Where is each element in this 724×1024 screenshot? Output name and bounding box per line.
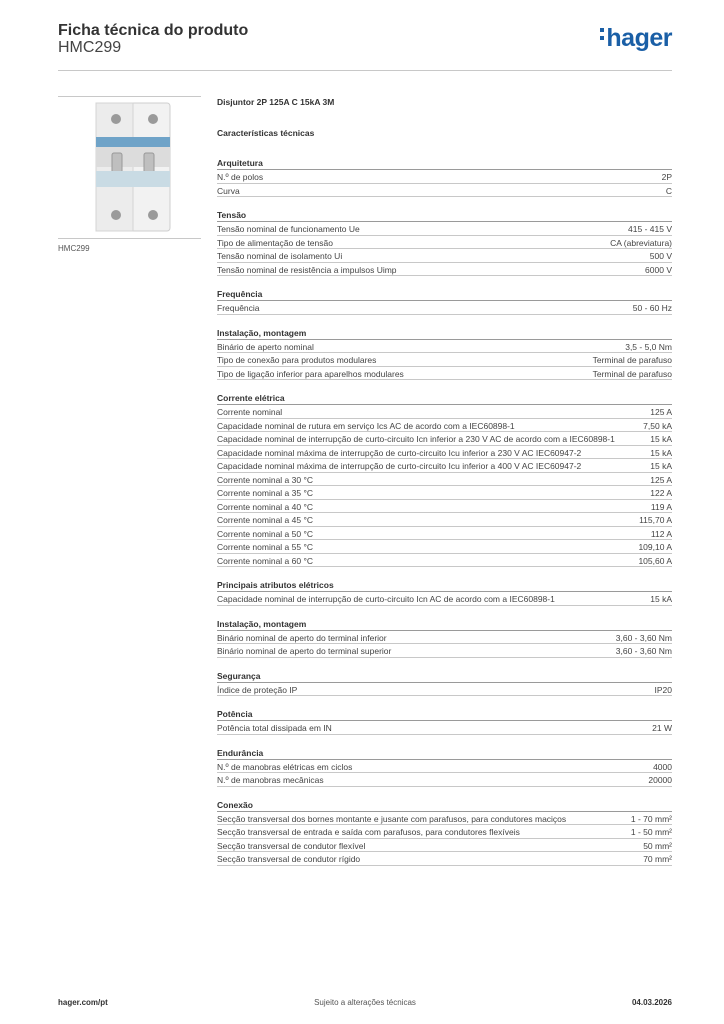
spec-label: Capacidade nominal de interrupção de curto-circuito Icn inferior a 230 V AC de acordo com a IEC60898-1 — [217, 434, 615, 444]
section-spacer — [217, 567, 672, 577]
spec-value: 20000 — [648, 775, 672, 785]
spec-value: 3,5 - 5,0 Nm — [625, 341, 672, 352]
section-title: Segurança — [217, 670, 672, 683]
spec-row — [217, 353, 672, 367]
spec-row — [217, 631, 672, 645]
spec-label: Capacidade nominal de rutura em serviço Ics AC de acordo com a IEC60898-1 — [217, 420, 515, 431]
section-title: Principais atributos elétricos — [217, 579, 672, 592]
spec-row — [217, 554, 672, 568]
spec-value: 70 mm² — [643, 854, 672, 864]
spec-row — [217, 527, 672, 541]
spec-label: Corrente nominal a 60 °C — [217, 555, 314, 566]
spec-row — [217, 236, 672, 250]
spec-row — [217, 301, 672, 315]
spec-value: 7,50 kA — [643, 420, 672, 431]
spec-row — [217, 459, 672, 473]
spec-row — [217, 170, 672, 184]
spec-row — [217, 812, 672, 826]
section-title: Endurância — [217, 747, 672, 760]
spec-value: 125 A — [650, 474, 672, 485]
section-title: Conexão — [217, 799, 672, 812]
spec-label: Secção transversal de condutor flexível — [217, 840, 366, 851]
spec-label: N.º de manobras elétricas em ciclos — [217, 761, 353, 772]
section-spacer — [217, 787, 672, 797]
spec-row — [217, 446, 672, 460]
spec-label: Tensão nominal de funcionamento Ue — [217, 224, 360, 234]
spec-value: 50 mm² — [643, 840, 672, 851]
spec-label: Tipo de conexão para produtos modulares — [217, 355, 377, 365]
spec-label: Secção transversal de condutor rígido — [217, 854, 361, 864]
footer-website[interactable]: hager.com/pt — [58, 998, 108, 1007]
spec-value: C — [665, 185, 672, 196]
spec-row — [217, 184, 672, 198]
spec-row — [217, 222, 672, 236]
image-caption: HMC299 — [58, 244, 90, 253]
spec-row — [217, 852, 672, 866]
spec-label: Potência total dissipada em IN — [217, 723, 332, 733]
section-title: Frequência — [217, 288, 672, 301]
section-spacer — [217, 658, 672, 668]
footer-note: Sujeito a alterações técnicas — [314, 998, 416, 1007]
spec-row — [217, 419, 672, 433]
spec-value: 2P — [661, 172, 672, 182]
spec-value: 125 A — [650, 407, 672, 417]
spec-value: 415 - 415 V — [628, 224, 672, 234]
spec-row — [217, 405, 672, 419]
spec-row — [217, 513, 672, 527]
spec-value: 6000 V — [645, 264, 672, 275]
spec-label: N.º de polos — [217, 172, 264, 182]
spec-row — [217, 839, 672, 853]
logo-text: hager — [606, 24, 672, 52]
document-title: Ficha técnica do produto — [58, 22, 249, 39]
spec-value: 115,70 A — [639, 515, 672, 525]
spec-row — [217, 500, 672, 514]
spec-row — [217, 773, 672, 787]
spec-value: 122 A — [650, 488, 672, 498]
spec-value: 3,60 - 3,60 Nm — [615, 632, 672, 643]
spec-value: 1 - 50 mm² — [630, 827, 672, 837]
spec-row — [217, 263, 672, 277]
section-title: Corrente elétrica — [217, 392, 672, 405]
page-header — [58, 20, 672, 71]
section-spacer — [217, 197, 672, 207]
spec-label: Tipo de ligação inferior para aparelhos modulares — [217, 368, 404, 379]
spec-row — [217, 473, 672, 487]
spec-value: 15 kA — [650, 461, 672, 471]
spec-value: 112 A — [650, 528, 672, 539]
spec-row — [217, 432, 672, 446]
spec-label: Tensão nominal de isolamento Ui — [217, 251, 343, 261]
spec-label: Corrente nominal a 45 °C — [217, 515, 314, 525]
spec-label: Tipo de alimentação de tensão — [217, 237, 333, 248]
spec-value: IP20 — [654, 684, 672, 695]
spec-label: Corrente nominal — [217, 407, 283, 417]
spec-label: Corrente nominal a 50 °C — [217, 528, 314, 539]
spec-value: 21 W — [652, 723, 672, 733]
section-title: Instalação, montagem — [217, 618, 672, 631]
spec-label: Corrente nominal a 35 °C — [217, 488, 314, 498]
spec-label: Corrente nominal a 40 °C — [217, 501, 314, 512]
product-code: HMC299 — [58, 39, 122, 56]
spec-value: 1 - 70 mm² — [630, 813, 672, 824]
spec-label: Binário nominal de aperto do terminal superior — [217, 646, 392, 656]
spec-label: Secção transversal dos bornes montante e jusante com parafusos, para condutores maciços — [217, 813, 567, 824]
section-title: Potência — [217, 708, 672, 721]
spec-value: 15 kA — [650, 447, 672, 458]
spec-value: 500 V — [649, 251, 672, 261]
spec-label: N.º de manobras mecânicas — [217, 775, 324, 785]
section-spacer — [217, 696, 672, 706]
spec-row — [217, 592, 672, 606]
spec-row — [217, 683, 672, 697]
spec-label: Capacidade nominal máxima de interrupção de curto-circuito Icu inferior a 400 V AC IEC60947-2 — [217, 461, 582, 471]
section-spacer — [217, 276, 672, 286]
spec-row — [217, 486, 672, 500]
product-image — [58, 96, 201, 239]
section-spacer — [217, 606, 672, 616]
spec-row — [217, 644, 672, 658]
spec-value: 119 A — [650, 501, 672, 512]
spec-label: Frequência — [217, 303, 260, 313]
section-title: Tensão — [217, 209, 672, 222]
spec-label: Capacidade nominal máxima de interrupção de curto-circuito Icu inferior a 230 V AC IEC60947-2 — [217, 447, 582, 458]
spec-sections — [217, 157, 672, 866]
spec-row — [217, 721, 672, 735]
spec-label: Índice de proteção IP — [217, 684, 298, 695]
spec-value: 4000 — [653, 761, 672, 772]
spec-value: CA (abreviatura) — [610, 237, 672, 248]
product-description: Disjuntor 2P 125A C 15kA 3M — [217, 97, 335, 107]
spec-value: Terminal de parafuso — [592, 355, 672, 365]
spec-label: Curva — [217, 185, 240, 196]
circuit-breaker-image — [58, 97, 201, 238]
spec-row — [217, 825, 672, 839]
spec-label: Capacidade nominal de interrupção de curto-circuito Icn AC de acordo com a IEC60898-1 — [217, 594, 555, 604]
spec-row — [217, 340, 672, 354]
spec-label: Secção transversal de entrada e saída com parafusos, para condutores flexíveis — [217, 827, 520, 837]
section-title: Instalação, montagem — [217, 327, 672, 340]
spec-label: Tensão nominal de resistência a impulsos Uimp — [217, 264, 397, 275]
spec-row — [217, 249, 672, 263]
section-spacer — [217, 735, 672, 745]
section-spacer — [217, 315, 672, 325]
spec-label: Corrente nominal a 55 °C — [217, 542, 314, 552]
section-title: Arquitetura — [217, 157, 672, 170]
footer-date: 04.03.2026 — [631, 998, 672, 1007]
spec-value: 15 kA — [650, 594, 672, 604]
tech-heading: Características técnicas — [217, 128, 315, 138]
spec-value: 3,60 - 3,60 Nm — [615, 646, 672, 656]
spec-row — [217, 540, 672, 554]
spec-label: Corrente nominal a 30 °C — [217, 474, 314, 485]
spec-row — [217, 367, 672, 381]
spec-label: Binário nominal de aperto do terminal inferior — [217, 632, 387, 643]
spec-row — [217, 760, 672, 774]
spec-value: 109,10 A — [638, 542, 672, 552]
spec-value: 15 kA — [650, 434, 672, 444]
spec-value: 105,60 A — [638, 555, 672, 566]
spec-label: Binário de aperto nominal — [217, 341, 314, 352]
spec-value: Terminal de parafuso — [592, 368, 672, 379]
section-spacer — [217, 380, 672, 390]
spec-value: 50 - 60 Hz — [632, 303, 672, 313]
hager-logo — [600, 24, 672, 53]
spec-content — [217, 96, 672, 866]
